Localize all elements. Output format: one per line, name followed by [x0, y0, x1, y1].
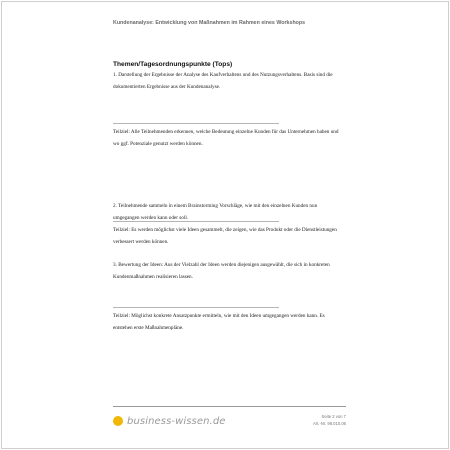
article-number: Art.-Nr. 98.010.06 [312, 421, 346, 426]
sub-goal-2: Teilziel: Es werden möglichst viele Ideen gesammelt, die zeigen, wie das Produkt oder die Dienstleistungen verbessert werden können. [113, 227, 337, 245]
divider [113, 123, 279, 124]
logo-dot-icon [113, 416, 123, 426]
sub-goal-1: Teilziel: Alle Teilnehmenden erkennen, welche Bedeutung einzelne Kunden für das Unternehmen haben und wo ggf. Potenziale genutzt werden können. [113, 129, 339, 147]
document-header-title: Kundenanalyse: Entwicklung von Maßnahmen im Rahmen eines Workshops [113, 20, 306, 26]
agenda-item-1: 1. Darstellung der Ergebnisse der Analyse des Kaufverhaltens und des Nutzungsverhaltens. Basis sind die dokumentierten Ergebnisse aus der Kundenanalyse. [113, 72, 333, 90]
page-number: Seite 2 von 7 [321, 414, 346, 419]
logo-text: business-wissen.de [127, 415, 226, 427]
agenda-item-2: 2. Teilnehmende sammeln in einem Brainstorming Vorschläge, wie mit den einzelnen Kunden nun umgegangen werden kann oder soll. [113, 203, 318, 221]
section-title: Themen/Tagesordnungspunkte (Tops) [113, 61, 233, 68]
sub-goal-3: Teilziel: Möglichst konkrete Ansatzpunkte ermitteln, wie mit den Ideen umgegangen werden kann. Es entstehen erste Maßnahmenpläne. [113, 313, 325, 331]
agenda-item-3: 3. Bewertung der Ideen: Aus der Vielzahl der Ideen werden diejenigen ausgewählt, die sich in konkreten Kundenmaßnahmen realisieren lassen. [113, 262, 330, 280]
divider [113, 221, 279, 222]
divider [113, 307, 279, 308]
business-wissen-logo [113, 414, 226, 428]
footer-divider [113, 406, 346, 407]
footer-meta [313, 413, 346, 427]
